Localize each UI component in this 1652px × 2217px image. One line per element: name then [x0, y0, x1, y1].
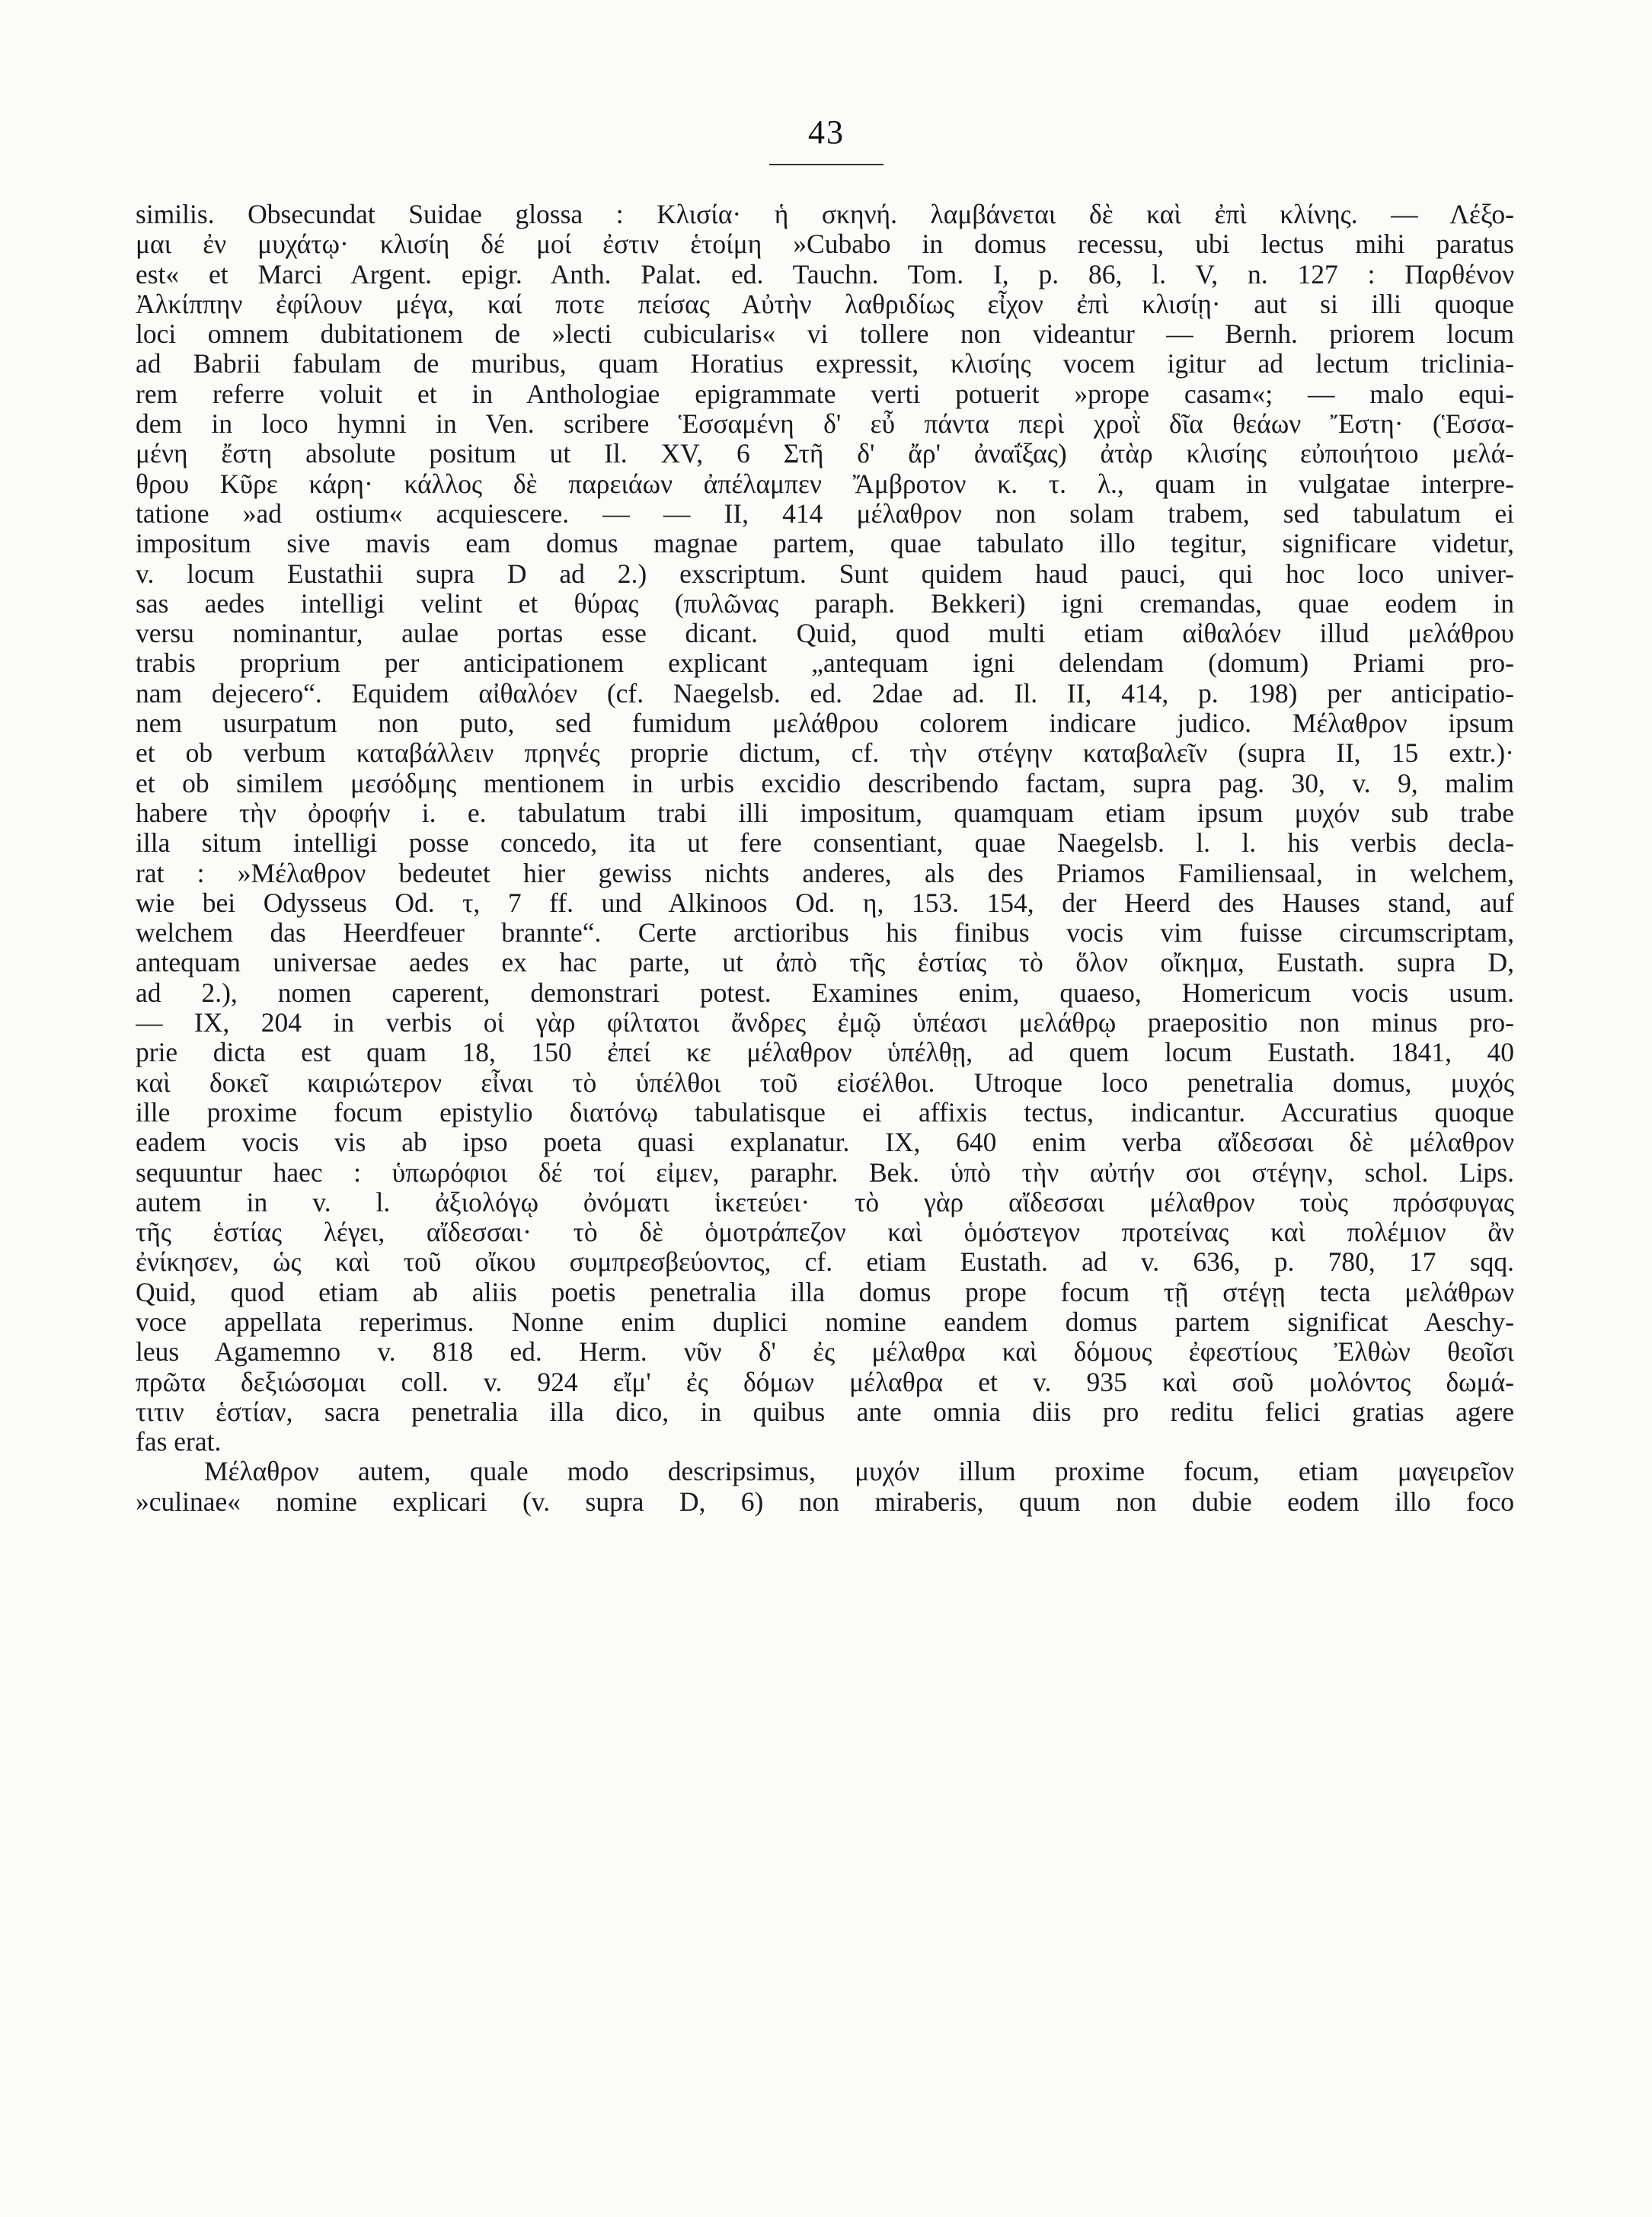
text-line: sas aedes intelligi velint et θύρας (πυλῶνας paraph. Bekkeri) igni cremandas, quae eodem in	[136, 588, 1514, 619]
text-line: μαι ἐν μυχάτῳ· κλισίη δέ μοί ἐστιν ἑτοίμη »Cubabo in domus recessu, ubi lectus mihi paratus	[136, 229, 1514, 260]
text-line: et ob similem μεσόδμης mentionem in urbis excidio describendo factam, supra pag. 30, v. 9, malim	[136, 768, 1514, 798]
text-line: et ob verbum καταβάλλειν πρηνές proprie dictum, cf. τὴν στέγην καταβαλεῖν (supra II, 15 extr.)·	[136, 738, 1514, 769]
text-line: loci omnem dubitationem de »lecti cubicularis« vi tollere non videantur — Bernh. priorem locum	[136, 319, 1514, 350]
text-line: dem in loco hymni in Ven. scribere Ἑσσαμένη δ' εὖ πάντα περὶ χροῒ δῖα θεάων Ἔστη· (Ἑσσα-	[136, 409, 1514, 440]
text-line: »culinae« nomine explicari (v. supra D, 6) non miraberis, quum non dubie eodem illo foco	[136, 1486, 1514, 1517]
text-line: habere τὴν ὀροφήν i. e. tabulatum trabi illi impositum, quamquam etiam ipsum μυχόν sub trabe	[136, 798, 1514, 828]
text-line: nam dejecero“. Equidem αἰθαλόεν (cf. Naegelsb. ed. 2dae ad. Il. II, 414, p. 198) per anticipatio-	[136, 678, 1514, 709]
text-line: μένη ἔστη absolute positum ut Il. XV, 6 Στῆ δ' ἄρ' ἀναΐξας) ἀτὰρ κλισίης εὐποιήτοιο μελά-	[136, 439, 1514, 469]
text-line: ad 2.), nomen caperent, demonstrari potest. Examines enim, quaeso, Homericum vocis usum.	[136, 977, 1514, 1008]
text-line: Μέλαθρον autem, quale modo descripsimus, μυχόν illum proxime focum, etiam μαγειρεῖον	[204, 1457, 1514, 1487]
text-line: fas erat.	[136, 1427, 222, 1457]
text-line: autem in v. l. ἀξιολόγῳ ὀνόματι ἱκετεύει· τὸ γὰρ αἴδεσσαι μέλαθρον τοὺς πρόσφυγας	[136, 1187, 1514, 1217]
text-line: τῆς ἑστίας λέγει, αἴδεσσαι· τὸ δὲ ὁμοτράπεζον καὶ ὁμόστεγον προτείνας καὶ πολέμιον ἂν	[136, 1217, 1514, 1248]
text-line: Ἀλκίππην ἐφίλουν μέγα, καί ποτε πείσας Αὐτὴν λαθριδίως εἶχον ἐπὶ κλισίῃ· aut si illi quoque	[136, 289, 1514, 319]
text-line: voce appellata reperimus. Nonne enim duplici nomine eandem domus partem significat Aeschy-	[136, 1307, 1514, 1337]
text-line: καὶ δοκεῖ καιριώτερον εἶναι τὸ ὑπέλθοι τοῦ εἰσέλθοι. Utroque loco penetralia domus, μυχός	[136, 1067, 1514, 1098]
text-line: Quid, quod etiam ab aliis poetis penetralia illa domus prope focum τῇ στέγῃ tecta μελάθρων	[136, 1277, 1514, 1307]
text-line: θρου Κῦρε κάρη· κάλλος δὲ παρειάων ἀπέλαμπεν Ἄμβροτον κ. τ. λ., quam in vulgatae interpre-	[136, 469, 1514, 499]
header-rule	[769, 164, 884, 165]
text-line: leus Agamemno v. 818 ed. Herm. νῦν δ' ἐς μέλαθρα καὶ δόμους ἐφεστίους Ἐλθὼν θεοῖσι	[136, 1337, 1514, 1368]
text-line: illa situm intelligi posse concedo, ita ut fere consentiant, quae Naegelsb. l. l. his verbis decla-	[136, 828, 1514, 859]
text-line: antequam universae aedes ex hac parte, ut ἀπὸ τῆς ἑστίας τὸ ὅλον οἴκημα, Eustath. supra D,	[136, 948, 1514, 978]
text-line: ille proxime focum epistylio διατόνῳ tabulatisque ei affixis tectus, indicantur. Accuratius quoque	[136, 1097, 1514, 1128]
text-line: est« et Marci Argent. epigr. Anth. Palat. ed. Tauchn. Tom. I, p. 86, l. V, n. 127 : Παρθένον	[136, 259, 1514, 290]
text-line: rat : »Μέλαθρον bedeutet hier gewiss nichts anderes, als des Priamos Familiensaal, in welchem,	[136, 858, 1514, 888]
text-line: similis. Obsecundat Suidae glossa : Κλισία· ἡ σκηνή. λαμβάνεται δὲ καὶ ἐπὶ κλίνης. — Λέξο-	[136, 200, 1514, 229]
page-number: 43	[808, 114, 845, 151]
text-line: ἐνίκησεν, ὡς καὶ τοῦ οἴκου συμπρεσβεύοντος, cf. etiam Eustath. ad v. 636, p. 780, 17 sqq.	[136, 1247, 1514, 1278]
text-line: πρῶτα δεξιώσομαι coll. v. 924 εἴμ' ἐς δόμων μέλαθρα et v. 935 καὶ σοῦ μολόντος δωμά-	[136, 1367, 1514, 1397]
text-line: prie dicta est quam 18, 150 ἐπεί κε μέλαθρον ὑπέλθῃ, ad quem locum Eustath. 1841, 40	[136, 1038, 1514, 1068]
body-text	[136, 200, 1514, 1517]
text-line: impositum sive mavis eam domus magnae partem, quae tabulato illo tegitur, significare videtur,	[136, 529, 1514, 559]
text-line: ad Babrii fabulam de muribus, quam Horatius expressit, κλισίης vocem igitur ad lectum triclinia-	[136, 349, 1514, 379]
text-line: — IX, 204 in verbis οἱ γὰρ φίλτατοι ἄνδρες ἐμῷ ὑπέασι μελάθρῳ praepositio non minus pro-	[136, 1008, 1514, 1038]
text-line: eadem vocis vis ab ipso poeta quasi explanatur. IX, 640 enim verba αἴδεσσαι δὲ μέλαθρον	[136, 1128, 1514, 1158]
text-line: rem referre voluit et in Anthologiae epigrammate verti potuerit »prope casam«; — malo equi-	[136, 379, 1514, 409]
text-line: versu nominantur, aulae portas esse dicant. Quid, quod multi etiam αἰθαλόεν illud μελάθρου	[136, 619, 1514, 649]
text-line: v. locum Eustathii supra D ad 2.) exscriptum. Sunt quidem haud pauci, qui hoc loco univer-	[136, 558, 1514, 589]
text-line: wie bei Odysseus Od. τ, 7 ff. und Alkinoos Od. η, 153. 154, der Heerd des Hauses stand, auf	[136, 888, 1514, 918]
text-line: trabis proprium per anticipationem explicant „antequam igni delendam (domum) Priami pro-	[136, 648, 1514, 679]
text-line: nem usurpatum non puto, sed fumidum μελάθρου colorem indicare judico. Μέλαθρον ipsum	[136, 709, 1514, 739]
text-line: tatione »ad ostium« acquiescere. — — II, 414 μέλαθρον non solam trabem, sed tabulatum ei	[136, 498, 1514, 529]
text-line: sequuntur haec : ὑπωρόφιοι δέ τοί εἰμεν, paraphr. Bek. ὑπὸ τὴν αὐτήν σοι στέγην, schol. Lips.	[136, 1157, 1514, 1188]
text-line: τιτιν ἑστίαν, sacra penetralia illa dico, in quibus ante omnia diis pro reditu felici gratias agere	[136, 1396, 1514, 1427]
text-line: welchem das Heerdfeuer brannte“. Certe arctioribus his finibus vocis vim fuisse circumscriptam,	[136, 918, 1514, 949]
